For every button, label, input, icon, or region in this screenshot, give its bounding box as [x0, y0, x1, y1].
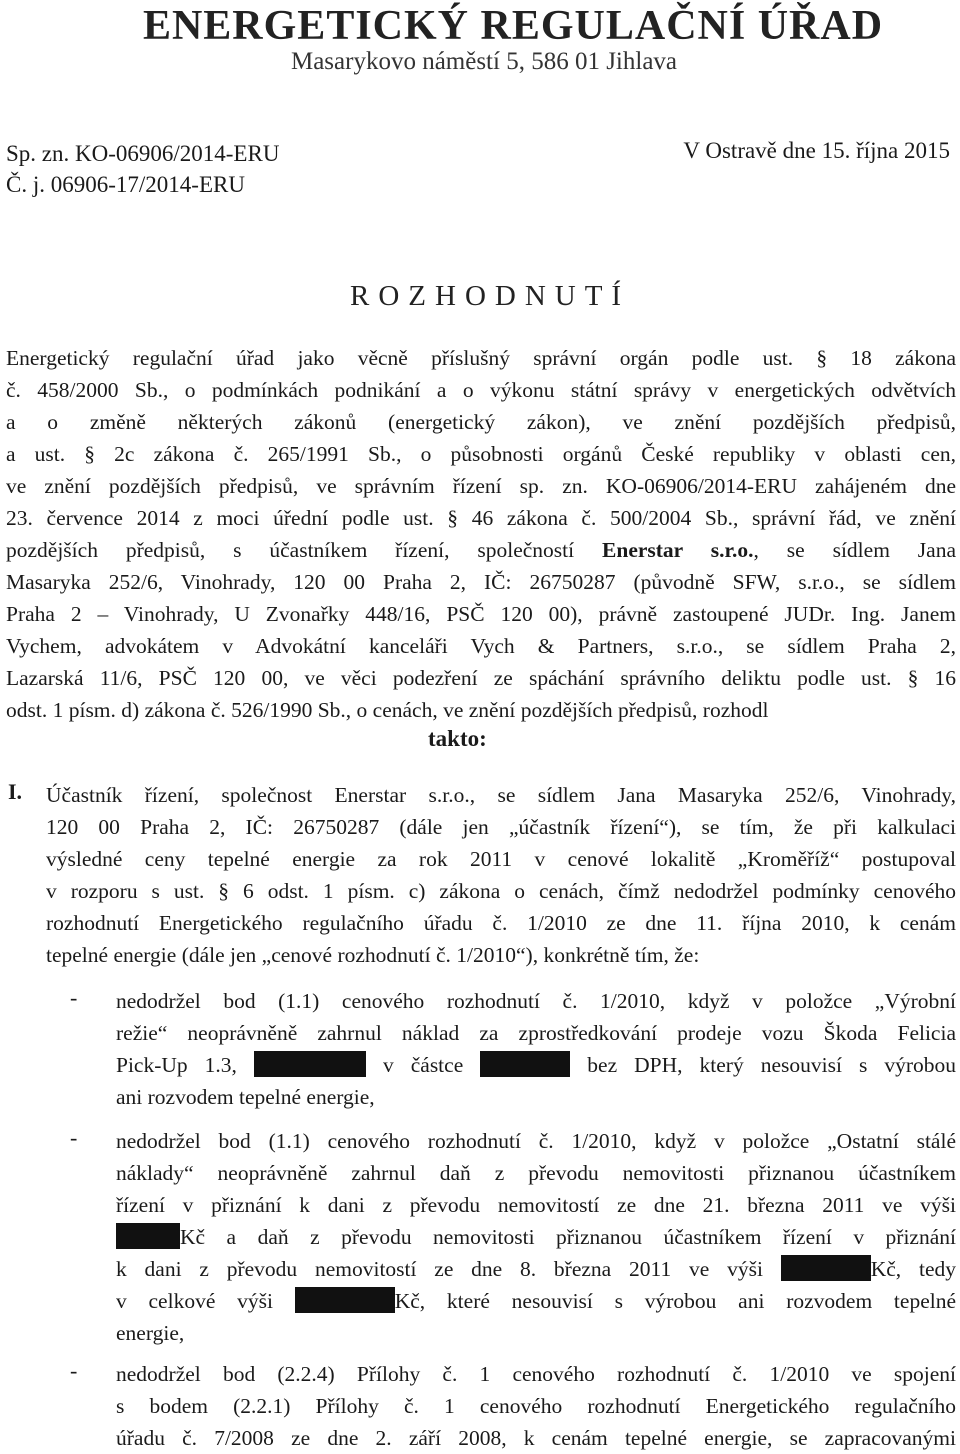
text-line: výsledné ceny tepelné energie za rok 2011 v cenové lokalitě „Kroměříž“ postupoval	[46, 847, 956, 871]
text-line: Vychem, advokátem v Advokátní kanceláři Vych & Partners, s.r.o., se sídlem Praha 2,	[6, 634, 956, 658]
text-line	[6, 534, 956, 566]
sub-item-3	[116, 1358, 956, 1454]
text-line: s bodem (2.2.1) Přílohy č. 1 cenového rozhodnutí Energetického regulačního	[116, 1394, 956, 1418]
text-fragment: Kč, tedy	[870, 1257, 956, 1281]
item-marker: I.	[8, 779, 23, 804]
text-line: v rozporu s ust. § 6 odst. 1 písm. c) zákona o cenách, čímž nedodržel podmínky cenového	[46, 879, 956, 903]
sub-item-2	[116, 1125, 956, 1349]
redaction-box	[254, 1051, 366, 1077]
text-line: Lazarská 11/6, PSČ 120 00, ve věci podezření ze spáchání správního deliktu podle ust. § 16	[6, 666, 956, 690]
text-line: Masaryka 252/6, Vinohrady, 120 00 Praha 2, IČ: 26750287 (původně SFW, s.r.o., se sídlem	[6, 570, 956, 594]
text-line: Účastník řízení, společnost Enerstar s.r.o., se sídlem Jana Masaryka 252/6, Vinohrady,	[46, 783, 956, 807]
redaction-box	[116, 1223, 180, 1249]
text-fragment: k dani z převodu nemovitostí ze dne 8. března 2011 ve výši	[116, 1257, 763, 1281]
reference-block	[6, 138, 279, 200]
text-line: energie,	[116, 1321, 185, 1345]
text-line: ani rozvodem tepelné energie,	[116, 1085, 375, 1109]
text-line: 120 00 Praha 2, IČ: 26750287 (dále jen „účastník řízení“), se tím, že při kalkulaci	[46, 815, 956, 839]
text-line: č. 458/2000 Sb., o podmínkách podnikání a o výkonu státní správy v energetických odvětvích	[6, 378, 956, 402]
text-line: nedodržel bod (2.2.4) Přílohy č. 1 cenového rozhodnutí č. 1/2010 ve spojení	[116, 1362, 956, 1386]
list-dash: -	[70, 1125, 78, 1150]
intro-paragraph	[6, 342, 956, 726]
list-dash: -	[70, 1358, 78, 1383]
document-number: Č. j. 06906-17/2014-ERU	[6, 172, 245, 197]
redaction-box	[480, 1051, 570, 1077]
takto-heading: takto:	[428, 726, 487, 751]
text-line: řízení v přiznání k dani z převodu nemovitostí ze dne 21. března 2011 ve výši	[116, 1193, 956, 1217]
office-address: Masarykovo náměstí 5, 586 01 Jihlava	[290, 48, 678, 75]
text-line	[116, 1049, 956, 1081]
text-line: náklady“ neoprávněně zahrnul daň z převodu nemovitosti přiznanou účastníkem	[116, 1161, 956, 1185]
text-line: Praha 2 – Vinohrady, U Zvonařky 448/16, PSČ 120 00), právně zastoupené JUDr. Ing. Janem	[6, 602, 956, 626]
text-line: úřadu č. 7/2008 ze dne 2. září 2008, k cenám tepelné energie, se zapracovanými	[116, 1426, 956, 1450]
text-fragment: v částce	[382, 1053, 464, 1077]
list-dash: -	[70, 985, 78, 1010]
text-fragment: bez DPH, který nesouvisí s výrobou	[587, 1053, 956, 1077]
text-line: nedodržel bod (1.1) cenového rozhodnutí č. 1/2010, když v položce „Výrobní	[116, 989, 956, 1013]
text-fragment: Pick-Up 1.3,	[116, 1053, 237, 1077]
sub-item-1	[116, 985, 956, 1113]
text-fragment: , se sídlem Jana	[753, 538, 956, 562]
text-line: Energetický regulační úřad jako věcně příslušný správní orgán podle ust. § 18 zákona	[6, 346, 956, 370]
text-line: odst. 1 písm. d) zákona č. 526/1990 Sb., o cenách, ve znění pozdějších předpisů, rozhodl	[6, 698, 769, 722]
text-line: režie“ neoprávněně zahrnul náklad za zprostředkování prodeje vozu Škoda Felicia	[116, 1021, 956, 1045]
text-fragment: pozdějších předpisů, s účastníkem řízení, společností	[6, 538, 603, 562]
text-line: a ust. § 2c zákona č. 265/1991 Sb., o působnosti orgánů České republiky v oblasti cen,	[6, 442, 956, 466]
text-line: 23. července 2014 z moci úřední podle ust. § 46 zákona č. 500/2004 Sb., správní řád, ve znění	[6, 506, 956, 530]
decision-title: ROZHODNUTÍ	[350, 280, 631, 312]
text-line	[116, 1253, 956, 1285]
text-fragment: v celkové výši	[116, 1289, 273, 1313]
redaction-box	[295, 1287, 395, 1313]
decision-item-i	[46, 779, 956, 971]
text-fragment: Kč, které nesouvisí s výrobou ani rozvodem tepelné	[394, 1289, 956, 1313]
company-name: Enerstar s.r.o.	[602, 538, 754, 562]
text-line: ve znění pozdějších předpisů, ve správním řízení sp. zn. KO-06906/2014-ERU zahájeném dne	[6, 474, 956, 498]
text-line: rozhodnutí Energetického regulačního úřadu č. 1/2010 ze dne 11. října 2010, k cenám	[46, 911, 956, 935]
redaction-box	[781, 1255, 871, 1281]
text-line: nedodržel bod (1.1) cenového rozhodnutí č. 1/2010, když v položce „Ostatní stálé	[116, 1129, 956, 1153]
office-name-heading: ENERGETICKÝ REGULAČNÍ ÚŘAD	[142, 3, 884, 49]
text-fragment: Kč a daň z převodu nemovitosti přiznanou účastníkem řízení v přiznání	[180, 1225, 956, 1249]
file-reference: Sp. zn. KO-06906/2014-ERU	[6, 141, 280, 166]
text-line: a o změně některých zákonů (energetický zákon), ve znění pozdějších předpisů,	[6, 410, 956, 434]
place-and-date: V Ostravě dne 15. října 2015	[683, 138, 950, 163]
text-line	[116, 1221, 956, 1253]
text-line: tepelné energie (dále jen „cenové rozhodnutí č. 1/2010“), konkrétně tím, že:	[46, 943, 700, 967]
text-line	[116, 1285, 956, 1317]
